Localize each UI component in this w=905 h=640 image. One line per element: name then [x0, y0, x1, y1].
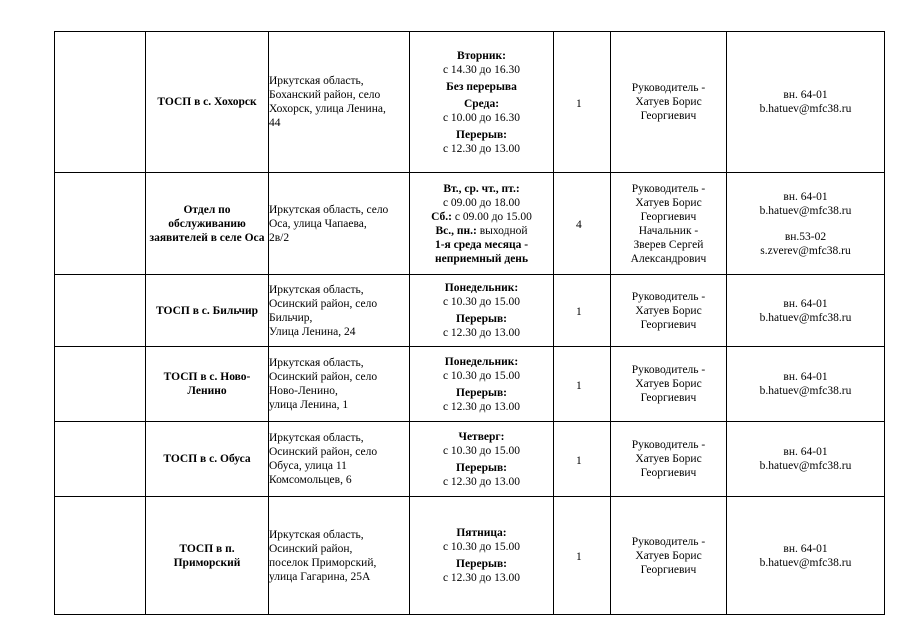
schedule-time: с 12.30 до 13.00	[442, 572, 521, 584]
address-line: 44	[269, 117, 281, 129]
schedule-cell	[410, 422, 554, 497]
windows-count-cell	[554, 275, 611, 347]
manager-line: Руководитель -	[631, 439, 706, 451]
schedule-time: с 10.30 до 15.00	[442, 444, 521, 457]
office-table	[54, 31, 885, 615]
contact-cell	[727, 173, 885, 275]
manager-line: Начальник -	[638, 224, 699, 237]
schedule-cell	[410, 347, 554, 422]
schedule-time: с 10.30 до 15.00	[442, 541, 521, 553]
address-line: Осинский район, село	[269, 297, 378, 310]
address-line: Иркутская область,	[269, 432, 364, 444]
schedule-time: выходной	[476, 224, 528, 237]
manager-cell	[611, 275, 727, 347]
manager-cell	[611, 32, 727, 173]
phone-extension: вн. 64-01	[783, 371, 828, 383]
windows-count-cell	[554, 497, 611, 615]
address-line: Комсомольцев, 6	[269, 474, 352, 486]
schedule-time: с 14.30 до 16.30	[442, 63, 521, 76]
schedule-time: с 12.30 до 13.00	[442, 475, 521, 488]
address-line: улица Гагарина, 25А	[269, 570, 371, 583]
address-line: Обуса, улица 11	[269, 460, 347, 472]
schedule-label: Понедельник:	[444, 355, 519, 368]
manager-line: Хатуев Борис	[635, 304, 702, 317]
schedule-time: с 12.30 до 13.00	[442, 400, 521, 413]
manager-line: Георгиевич	[640, 318, 697, 331]
address-line: Ново-Ленино,	[269, 385, 338, 397]
windows-count-cell	[554, 422, 611, 497]
phone-extension: вн. 64-01	[783, 297, 828, 310]
windows-count: 1	[576, 97, 582, 110]
schedule-label: Вт., ср. чт., пт.:	[443, 182, 520, 195]
empty-cell	[55, 497, 146, 615]
windows-count-cell	[554, 347, 611, 422]
address-line: поселок Приморский,	[269, 556, 377, 569]
manager-line: Георгиевич	[640, 467, 697, 479]
address-line: Хохорск, улица Ленина,	[269, 103, 386, 115]
empty-cell	[55, 275, 146, 347]
address-line: Оса, улица Чапаева,	[269, 217, 367, 230]
schedule-time: с 12.30 до 13.00	[442, 142, 521, 155]
phone-extension: вн. 64-01	[783, 89, 828, 101]
address-line: Иркутская область,	[269, 75, 364, 87]
office-address	[269, 347, 410, 422]
address-line: Иркутская область,	[269, 357, 364, 369]
email-link[interactable]: b.hatuev@mfc38.ru	[759, 204, 852, 217]
windows-count: 1	[576, 454, 582, 467]
address-line: Осинский район,	[269, 542, 353, 555]
manager-line: Хатуев Борис	[635, 549, 702, 562]
table-row	[55, 173, 885, 275]
schedule-label: Среда:	[463, 97, 500, 110]
schedule-time: с 09.00 до 15.00	[451, 210, 532, 223]
email-link[interactable]: b.hatuev@mfc38.ru	[759, 311, 852, 324]
schedule-time: с 10.30 до 15.00	[442, 369, 521, 382]
office-address	[269, 275, 410, 347]
manager-line: Руководитель -	[631, 290, 706, 303]
empty-cell	[55, 347, 146, 422]
contact-cell	[727, 497, 885, 615]
manager-cell	[611, 497, 727, 615]
address-line: 2в/2	[269, 231, 290, 244]
table-row	[55, 347, 885, 422]
windows-count: 1	[576, 379, 582, 392]
address-line: Улица Ленина, 24	[269, 325, 356, 338]
contact-cell	[727, 32, 885, 173]
office-address	[269, 173, 410, 275]
empty-cell	[55, 32, 146, 173]
manager-line: Хатуев Борис	[635, 378, 702, 390]
manager-line: Георгиевич	[640, 110, 697, 122]
email-link[interactable]: b.hatuev@mfc38.ru	[759, 460, 852, 472]
windows-count: 1	[576, 551, 582, 563]
address-line: Иркутская область,	[269, 283, 364, 296]
manager-cell	[611, 173, 727, 275]
table-row	[55, 275, 885, 347]
table-row	[55, 422, 885, 497]
manager-cell	[611, 347, 727, 422]
manager-line: Руководитель -	[631, 535, 706, 548]
schedule-label: Вс., пн.:	[435, 224, 477, 237]
empty-cell	[55, 422, 146, 497]
table-row	[55, 32, 885, 173]
manager-line: Хатуев Борис	[635, 196, 702, 209]
contact-cell	[727, 422, 885, 497]
phone-extension: вн. 64-01	[783, 542, 828, 555]
schedule-label: Пятница:	[456, 527, 507, 539]
schedule-label: Перерыв:	[456, 386, 507, 399]
office-address	[269, 32, 410, 173]
schedule-time: с 12.30 до 13.00	[442, 327, 521, 339]
schedule-label: Перерыв:	[456, 313, 507, 325]
manager-cell	[611, 422, 727, 497]
spacer	[727, 218, 884, 230]
windows-count: 4	[576, 219, 582, 231]
manager-line: Хатуев Борис	[635, 96, 702, 108]
windows-count-cell	[554, 32, 611, 173]
office-name: ТОСП в с. Ново-Ленино	[146, 347, 269, 422]
schedule-cell	[410, 497, 554, 615]
schedule-label: Вторник:	[456, 49, 507, 62]
phone-extension: вн. 64-01	[783, 446, 828, 458]
manager-line: Руководитель -	[631, 364, 706, 376]
email-link[interactable]: b.hatuev@mfc38.ru	[759, 556, 852, 569]
schedule-label: Сб.:	[431, 210, 452, 223]
address-line: Боханский район, село	[269, 89, 381, 101]
address-line: Осинский район, село	[269, 446, 378, 458]
phone-extension: вн.53-02	[784, 230, 827, 243]
schedule-line	[410, 210, 553, 224]
schedule-label: 1-я среда месяца - неприемный день	[434, 238, 529, 265]
schedule-label: Без перерыва	[446, 80, 517, 93]
empty-cell	[55, 173, 146, 275]
office-name: ТОСП в с. Хохорск	[146, 32, 269, 173]
schedule-cell	[410, 32, 554, 173]
office-name: Отдел по обслуживанию заявителей в селе Оса	[146, 173, 269, 275]
manager-line: Хатуев Борис	[635, 453, 702, 465]
manager-line: Руководитель -	[631, 182, 706, 195]
windows-count: 1	[576, 306, 582, 318]
office-name: ТОСП в с. Обуса	[146, 422, 269, 497]
schedule-cell	[410, 275, 554, 347]
address-line: Осинский район, село	[269, 371, 378, 383]
manager-line: Александрович	[630, 252, 707, 265]
schedule-time: с 09.00 до 18.00	[442, 196, 521, 209]
manager-line: Георгиевич	[640, 563, 697, 576]
windows-count-cell	[554, 173, 611, 275]
email-link[interactable]: s.zverev@mfc38.ru	[760, 244, 851, 257]
schedule-label: Понедельник:	[444, 282, 519, 294]
schedule-line	[410, 224, 553, 238]
address-line: Бильчир,	[269, 311, 313, 324]
phone-extension: вн. 64-01	[783, 190, 828, 203]
manager-line: Зверев Сергей	[633, 238, 704, 251]
manager-line: Георгиевич	[640, 392, 697, 404]
schedule-label: Четверг:	[458, 430, 505, 443]
schedule-cell	[410, 173, 554, 275]
schedule-label: Перерыв:	[456, 558, 507, 570]
office-name: ТОСП в с. Бильчир	[146, 275, 269, 347]
address-line: улица Ленина, 1	[269, 399, 349, 411]
office-name: ТОСП в п. Приморский	[146, 497, 269, 615]
email-link[interactable]: b.hatuev@mfc38.ru	[759, 103, 852, 115]
manager-line: Георгиевич	[640, 210, 697, 223]
schedule-time: с 10.30 до 15.00	[442, 296, 521, 308]
contact-cell	[727, 275, 885, 347]
email-link[interactable]: b.hatuev@mfc38.ru	[759, 385, 852, 397]
office-address	[269, 422, 410, 497]
schedule-label: Перерыв:	[456, 128, 507, 141]
schedule-label: Перерыв:	[456, 461, 507, 474]
schedule-time: с 10.00 до 16.30	[442, 111, 521, 124]
address-line: Иркутская область,	[269, 528, 364, 541]
office-address	[269, 497, 410, 615]
address-line: Иркутская область, село	[269, 203, 389, 216]
table-row	[55, 497, 885, 615]
contact-cell	[727, 347, 885, 422]
manager-line: Руководитель -	[631, 82, 706, 94]
